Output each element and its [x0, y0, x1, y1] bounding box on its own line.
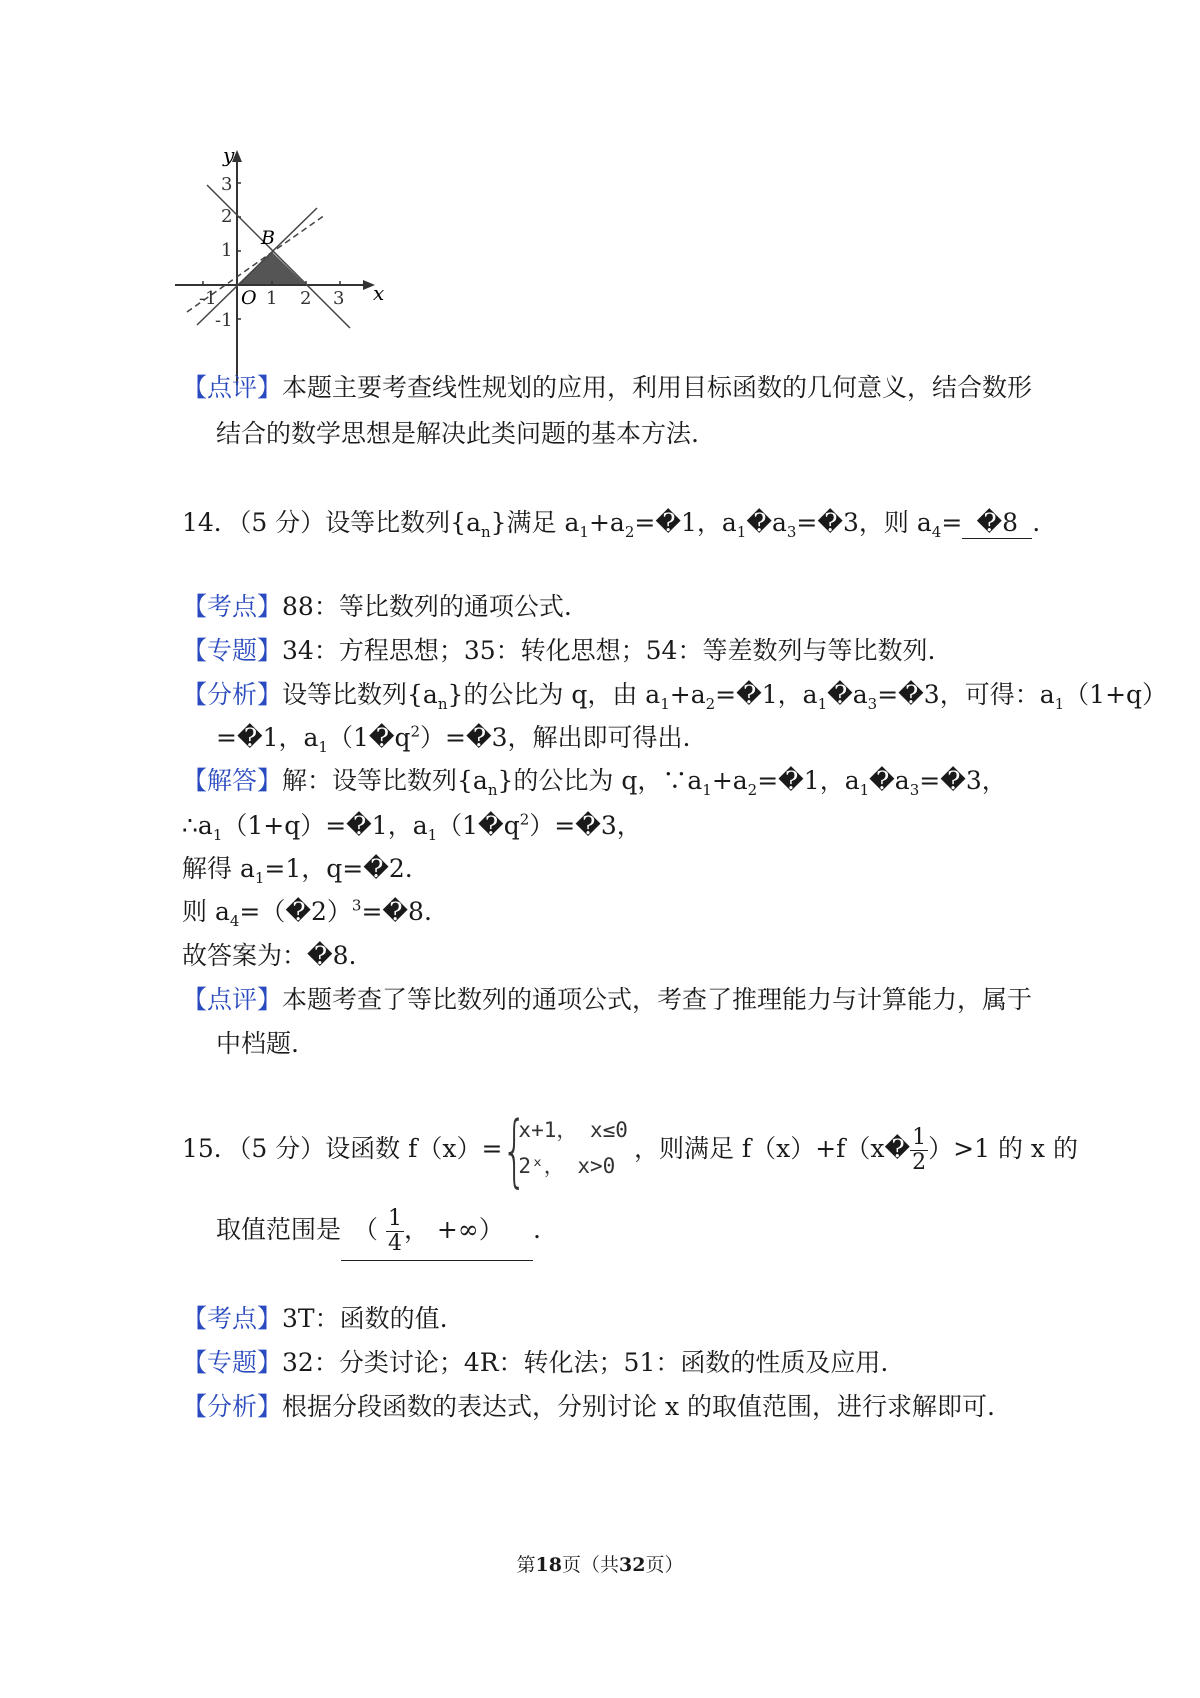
- point-b-label: B: [261, 227, 275, 249]
- q15-fenxi: 【分析】根据分段函数的表达式，分别讨论 x 的取值范围，进行求解即可.: [182, 1392, 995, 1421]
- y-tick-1: 1: [221, 240, 233, 261]
- q14-dianping-line-2: 中档题.: [216, 1029, 299, 1058]
- x-tick-2: 2: [300, 288, 312, 309]
- y-axis-label: y: [223, 150, 235, 167]
- q14-jieda-line-4: 则 $a_4=(�2)^3=�8$.: [182, 896, 432, 930]
- review-13-line-1: 【点评】本题主要考查线性规划的应用，利用目标函数的几何意义，结合数形: [182, 373, 1033, 402]
- q15-kaodian: 【考点】3T：函数的值.: [182, 1304, 448, 1333]
- q14-dianping-line-1: 【点评】本题考查了等比数列的通项公式，考查了推理能力与计算能力，属于: [182, 985, 1033, 1014]
- review-13-line-2: 结合的数学思想是解决此类问题的基本方法.: [216, 419, 699, 448]
- q14-jieda-line-5: 故答案为：�8.: [182, 941, 357, 970]
- q15-zhuanti: 【专题】32：分类讨论；4R：转化法；51：函数的性质及应用.: [182, 1348, 889, 1377]
- q14-jieda-line-1: 【解答】解：设等比数列$\{a_n\}$的公比为 q，$\because a_1+a_2=�1$，$a_1�a_3=�3$，: [182, 766, 1007, 799]
- q14-kaodian: 【考点】88：等比数列的通项公式.: [182, 592, 572, 621]
- x-tick-neg1: -1: [199, 288, 217, 309]
- y-tick-neg1: -1: [215, 310, 233, 331]
- question-15: 15．（5 分）设函数 f（x）= { x+1， x≤0 2ˣ， x>0 ，则满足 f（x）+f（x� $\frac{1}{2}$ ）>1 的 x 的: [182, 1105, 1078, 1196]
- feasible-region: [237, 252, 306, 285]
- x-tick-3: 3: [333, 288, 345, 309]
- y-tick-3: 3: [221, 174, 233, 195]
- x-tick-1: 1: [266, 288, 278, 309]
- q14-fenxi-line-2: =�1，$a_1(1�q^2)=�3$，解出即可得出.: [216, 722, 691, 756]
- origin-label: O: [241, 287, 257, 309]
- review-tag: 【点评】: [182, 373, 283, 402]
- q14-jieda-line-2: $\therefore a_1(1+q)=�1$，$a_1(1�q^2)=�3$，: [182, 810, 642, 844]
- linear-programming-figure: [175, 150, 425, 390]
- answer-blank-15: （ $\frac{1}{4}$ ， +∞）: [341, 1200, 533, 1261]
- question-15-line-2: 取值范围是 （ $\frac{1}{4}$ ， +∞） .: [216, 1200, 541, 1261]
- question-14: 14．（5 分）设等比数列$\{a_n\}$满足 $a_1+a_2=�1$，$a_1�a_3=�3$，则 $a_4=$ �8 .: [182, 508, 1041, 541]
- q14-zhuanti: 【专题】34：方程思想；35：转化思想；54：等差数列与等比数列.: [182, 636, 936, 665]
- fraction-one-half: $\frac{1}{2}$: [912, 1125, 927, 1175]
- q14-fenxi-line-1: 【分析】设等比数列$\{a_n\}$的公比为 q，由 $a_1+a_2=�1$，$a_1�a_3=�3$，可得：$a_1(1+q)$: [182, 680, 1168, 713]
- fraction-negative-quarter: $\frac{1}{4}$: [387, 1206, 402, 1256]
- piecewise-function: { x+1， x≤0 2ˣ， x>0: [502, 1105, 628, 1196]
- x-axis-label: x: [373, 281, 385, 305]
- page-footer: 第18页（共32页）: [516, 1554, 684, 1576]
- q14-jieda-line-3: 解得 $a_1=1$，q=�2.: [182, 854, 413, 887]
- y-tick-2: 2: [221, 206, 233, 227]
- answer-blank-14: �8: [962, 508, 1032, 539]
